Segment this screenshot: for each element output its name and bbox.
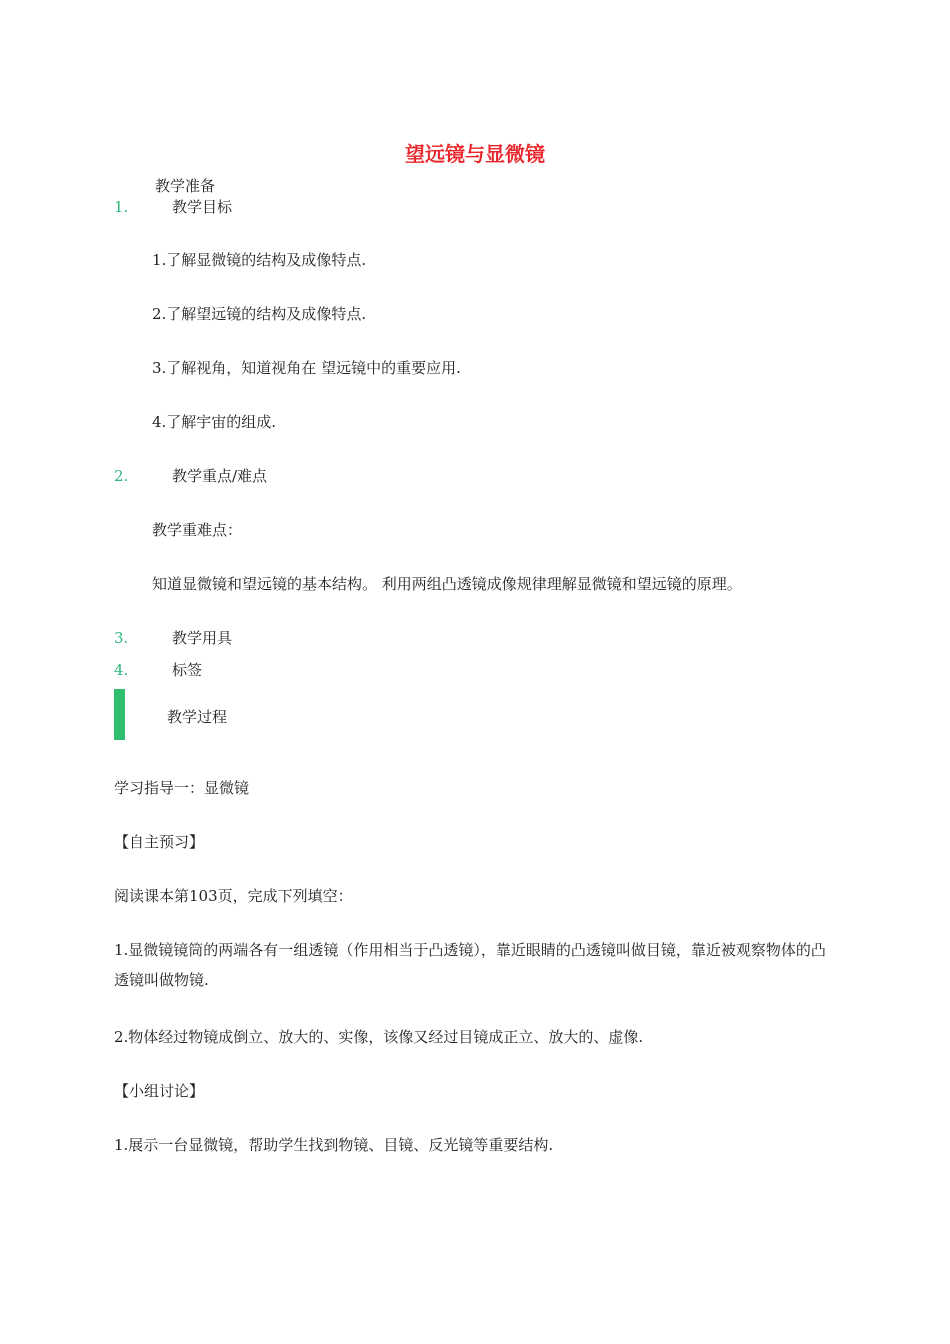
section-number-3: 3.: [114, 629, 129, 647]
question-2: 2.物体经过物镜成倒立、放大的、实像，该像又经过目镜成正立、放大的、虚像.: [114, 1028, 644, 1046]
section-label-tools: 教学用具: [172, 629, 233, 647]
discussion-item: 1.展示一台显微镜，帮助学生找到物镜、目镜、反光镜等重要结构.: [114, 1136, 554, 1154]
section-number-1: 1.: [114, 198, 129, 216]
section-label-key-points: 教学重点/难点: [172, 467, 268, 485]
section-label-tags: 标签: [172, 661, 203, 679]
section-label-objectives: 教学目标: [172, 198, 233, 216]
question-1: 1.显微镜镜筒的两端各有一组透镜（作用相当于凸透镜），靠近眼睛的凸透镜叫做目镜，靠近被观察物体的凸透镜叫做物镜.: [114, 941, 826, 989]
objective-item: 4.了解宇宙的组成.: [152, 413, 277, 431]
process-marker-bar: [114, 689, 125, 740]
section-number-2: 2.: [114, 467, 129, 485]
guide-heading: 学习指导一：显微镜: [114, 779, 250, 797]
process-heading: 教学过程: [167, 708, 228, 726]
objective-item: 3.了解视角，知道视角在 望远镜中的重要应用.: [152, 359, 461, 377]
prep-heading: 教学准备: [155, 177, 216, 195]
document-title: 望远镜与显微镜: [405, 142, 545, 166]
reading-instruction: 阅读课本第103页，完成下列填空：: [114, 887, 353, 905]
objective-item: 1.了解显微镜的结构及成像特点.: [152, 251, 367, 269]
key-points-label: 教学重难点：: [152, 521, 243, 539]
section-number-4: 4.: [114, 661, 129, 679]
group-discussion-heading: 【小组讨论】: [114, 1082, 205, 1100]
self-study-heading: 【自主预习】: [114, 833, 205, 851]
key-points-text: 知道显微镜和望远镜的基本结构。 利用两组凸透镜成像规律理解显微镜和望远镜的原理。: [152, 575, 742, 593]
objective-item: 2.了解望远镜的结构及成像特点.: [152, 305, 367, 323]
